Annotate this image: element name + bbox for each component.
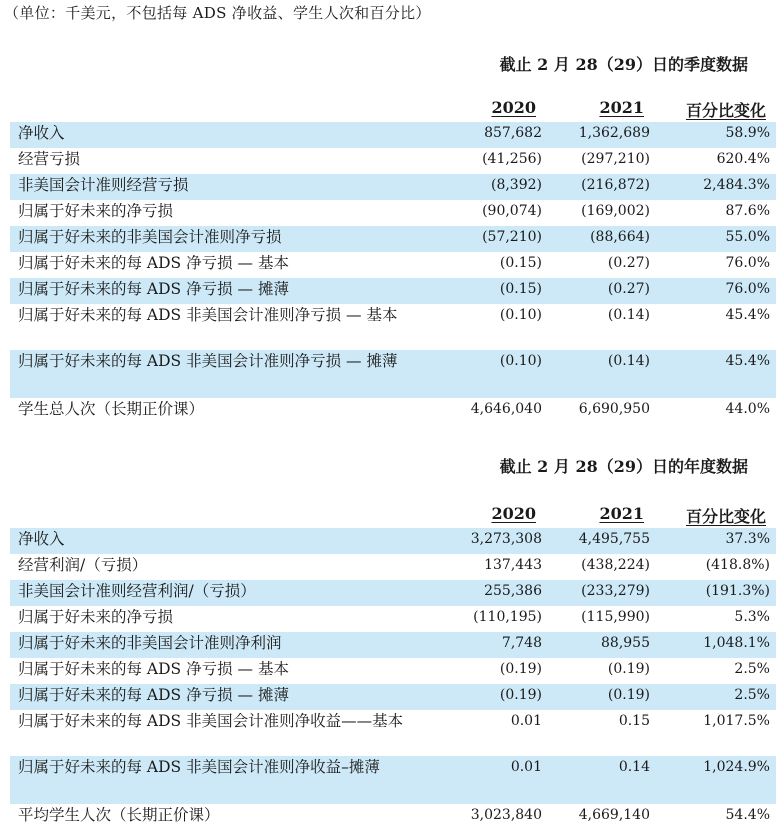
value-2020: 255,386 [484, 583, 542, 599]
value-2020: (57,210) [482, 229, 542, 245]
header-2021: 2021 [599, 98, 644, 117]
value-change: 55.0% [725, 229, 770, 245]
value-2021: 88,955 [601, 635, 650, 651]
row-label: 归属于好未来的每 ADS 非美国会计准则净收益——基本 [18, 712, 404, 730]
value-change: 620.4% [716, 151, 770, 167]
quarterly-header [0, 98, 780, 122]
value-change: 45.4% [725, 353, 770, 369]
row-label: 归属于好未来的净亏损 [18, 608, 174, 626]
row-label: 归属于好未来的非美国会计准则净亏损 [18, 228, 282, 246]
value-2021: 1,362,689 [578, 125, 650, 141]
row-label: 平均学生人次（长期正价课） [18, 806, 220, 824]
value-change: 2.5% [734, 687, 770, 703]
value-2020: 3,273,308 [470, 531, 542, 547]
annual-table [10, 528, 776, 830]
value-2021: 4,669,140 [578, 807, 650, 823]
header-2020: 2020 [491, 98, 536, 117]
value-2020: (0.15) [499, 281, 542, 297]
value-2020: (8,392) [490, 177, 542, 193]
row-label: 归属于好未来的每 ADS 非美国会计准则净亏损 — 基本 [18, 306, 398, 324]
value-2020: (0.15) [499, 255, 542, 271]
value-change: 44.0% [725, 401, 770, 417]
value-2021: (0.27) [607, 255, 650, 271]
value-2021: (88,664) [590, 229, 650, 245]
value-2020: 0.01 [510, 759, 542, 775]
annual-title: 截止 2 月 28（29）日的年度数据 [499, 457, 748, 476]
table-row [10, 684, 776, 710]
row-label: 归属于好未来的每 ADS 非美国会计准则净亏损 — 摊薄 [18, 352, 398, 370]
row-label: 经营利润/（亏损） [18, 556, 148, 574]
header-change: 百分比变化 [685, 101, 766, 120]
value-2021: (0.14) [607, 307, 650, 323]
table-row [10, 226, 776, 252]
annual-header [0, 504, 780, 528]
table-row [10, 252, 776, 278]
table-row [10, 658, 776, 684]
header-2020: 2020 [491, 504, 536, 523]
value-2021: (297,210) [581, 151, 650, 167]
table-row [10, 710, 776, 756]
value-2020: 7,748 [501, 635, 542, 651]
table-row [10, 174, 776, 200]
value-2021: 4,495,755 [578, 531, 650, 547]
row-label: 归属于好未来的每 ADS 净亏损 — 摊薄 [18, 686, 289, 704]
table-row [10, 756, 776, 804]
value-2020: 3,023,840 [470, 807, 542, 823]
value-2021: (0.27) [607, 281, 650, 297]
value-2020: (110,195) [473, 609, 542, 625]
value-change: 76.0% [725, 281, 770, 297]
table-row [10, 606, 776, 632]
row-label: 非美国会计准则经营亏损 [18, 176, 189, 194]
quarterly-title: 截止 2 月 28（29）日的季度数据 [499, 55, 748, 74]
value-2021: (233,279) [581, 583, 650, 599]
value-2020: 4,646,040 [470, 401, 542, 417]
row-label: 学生总人次（长期正价课） [18, 400, 205, 418]
value-change: (418.8%) [705, 557, 770, 573]
value-2021: (0.19) [607, 661, 650, 677]
value-change: 1,048.1% [703, 635, 770, 651]
value-change: 2.5% [734, 661, 770, 677]
table-row [10, 304, 776, 350]
value-2021: (216,872) [581, 177, 650, 193]
value-2021: (115,990) [581, 609, 650, 625]
value-2021: (169,002) [581, 203, 650, 219]
value-2021: (438,224) [581, 557, 650, 573]
value-2021: 6,690,950 [578, 401, 650, 417]
table-row [10, 580, 776, 606]
table-row [10, 632, 776, 658]
row-label: 归属于好未来的净亏损 [18, 202, 174, 220]
value-2020: (41,256) [482, 151, 542, 167]
table-row [10, 528, 776, 554]
table-row [10, 350, 776, 398]
value-change: (191.3%) [705, 583, 770, 599]
row-label: 归属于好未来的每 ADS 净亏损 — 基本 [18, 254, 289, 272]
quarterly-table [10, 122, 776, 424]
value-2020: (0.19) [499, 687, 542, 703]
value-change: 54.4% [725, 807, 770, 823]
table-row [10, 278, 776, 304]
table-row [10, 554, 776, 580]
value-2020: 857,682 [484, 125, 542, 141]
value-2021: (0.14) [607, 353, 650, 369]
value-change: 45.4% [725, 307, 770, 323]
value-2020: (0.10) [499, 353, 542, 369]
row-label: 净收入 [18, 124, 65, 142]
value-2020: 137,443 [484, 557, 542, 573]
value-change: 37.3% [725, 531, 770, 547]
value-change: 1,024.9% [703, 759, 770, 775]
value-change: 76.0% [725, 255, 770, 271]
table-row [10, 148, 776, 174]
value-2020: (0.19) [499, 661, 542, 677]
value-2020: 0.01 [510, 713, 542, 729]
row-label: 归属于好未来的每 ADS 净亏损 — 基本 [18, 660, 289, 678]
table-row [10, 804, 776, 830]
value-change: 2,484.3% [703, 177, 770, 193]
row-label: 归属于好未来的每 ADS 净亏损 — 摊薄 [18, 280, 289, 298]
row-label: 非美国会计准则经营利润/（亏损） [18, 582, 256, 600]
value-2021: 0.15 [618, 713, 650, 729]
value-2020: (90,074) [482, 203, 542, 219]
value-change: 1,017.5% [703, 713, 770, 729]
value-2021: (0.19) [607, 687, 650, 703]
value-2021: 0.14 [618, 759, 650, 775]
row-label: 经营亏损 [18, 150, 81, 168]
table-row [10, 122, 776, 148]
value-change: 87.6% [725, 203, 770, 219]
value-change: 5.3% [734, 609, 770, 625]
value-change: 58.9% [725, 125, 770, 141]
row-label: 归属于好未来的非美国会计准则净利润 [18, 634, 282, 652]
table-row [10, 398, 776, 424]
header-change: 百分比变化 [685, 507, 766, 526]
table-row [10, 200, 776, 226]
value-2020: (0.10) [499, 307, 542, 323]
header-2021: 2021 [599, 504, 644, 523]
row-label: 净收入 [18, 530, 65, 548]
units-note: （单位：千美元，不包括每 ADS 净收益、学生人次和百分比） [4, 4, 431, 22]
row-label: 归属于好未来的每 ADS 非美国会计准则净收益–摊薄 [18, 758, 380, 776]
